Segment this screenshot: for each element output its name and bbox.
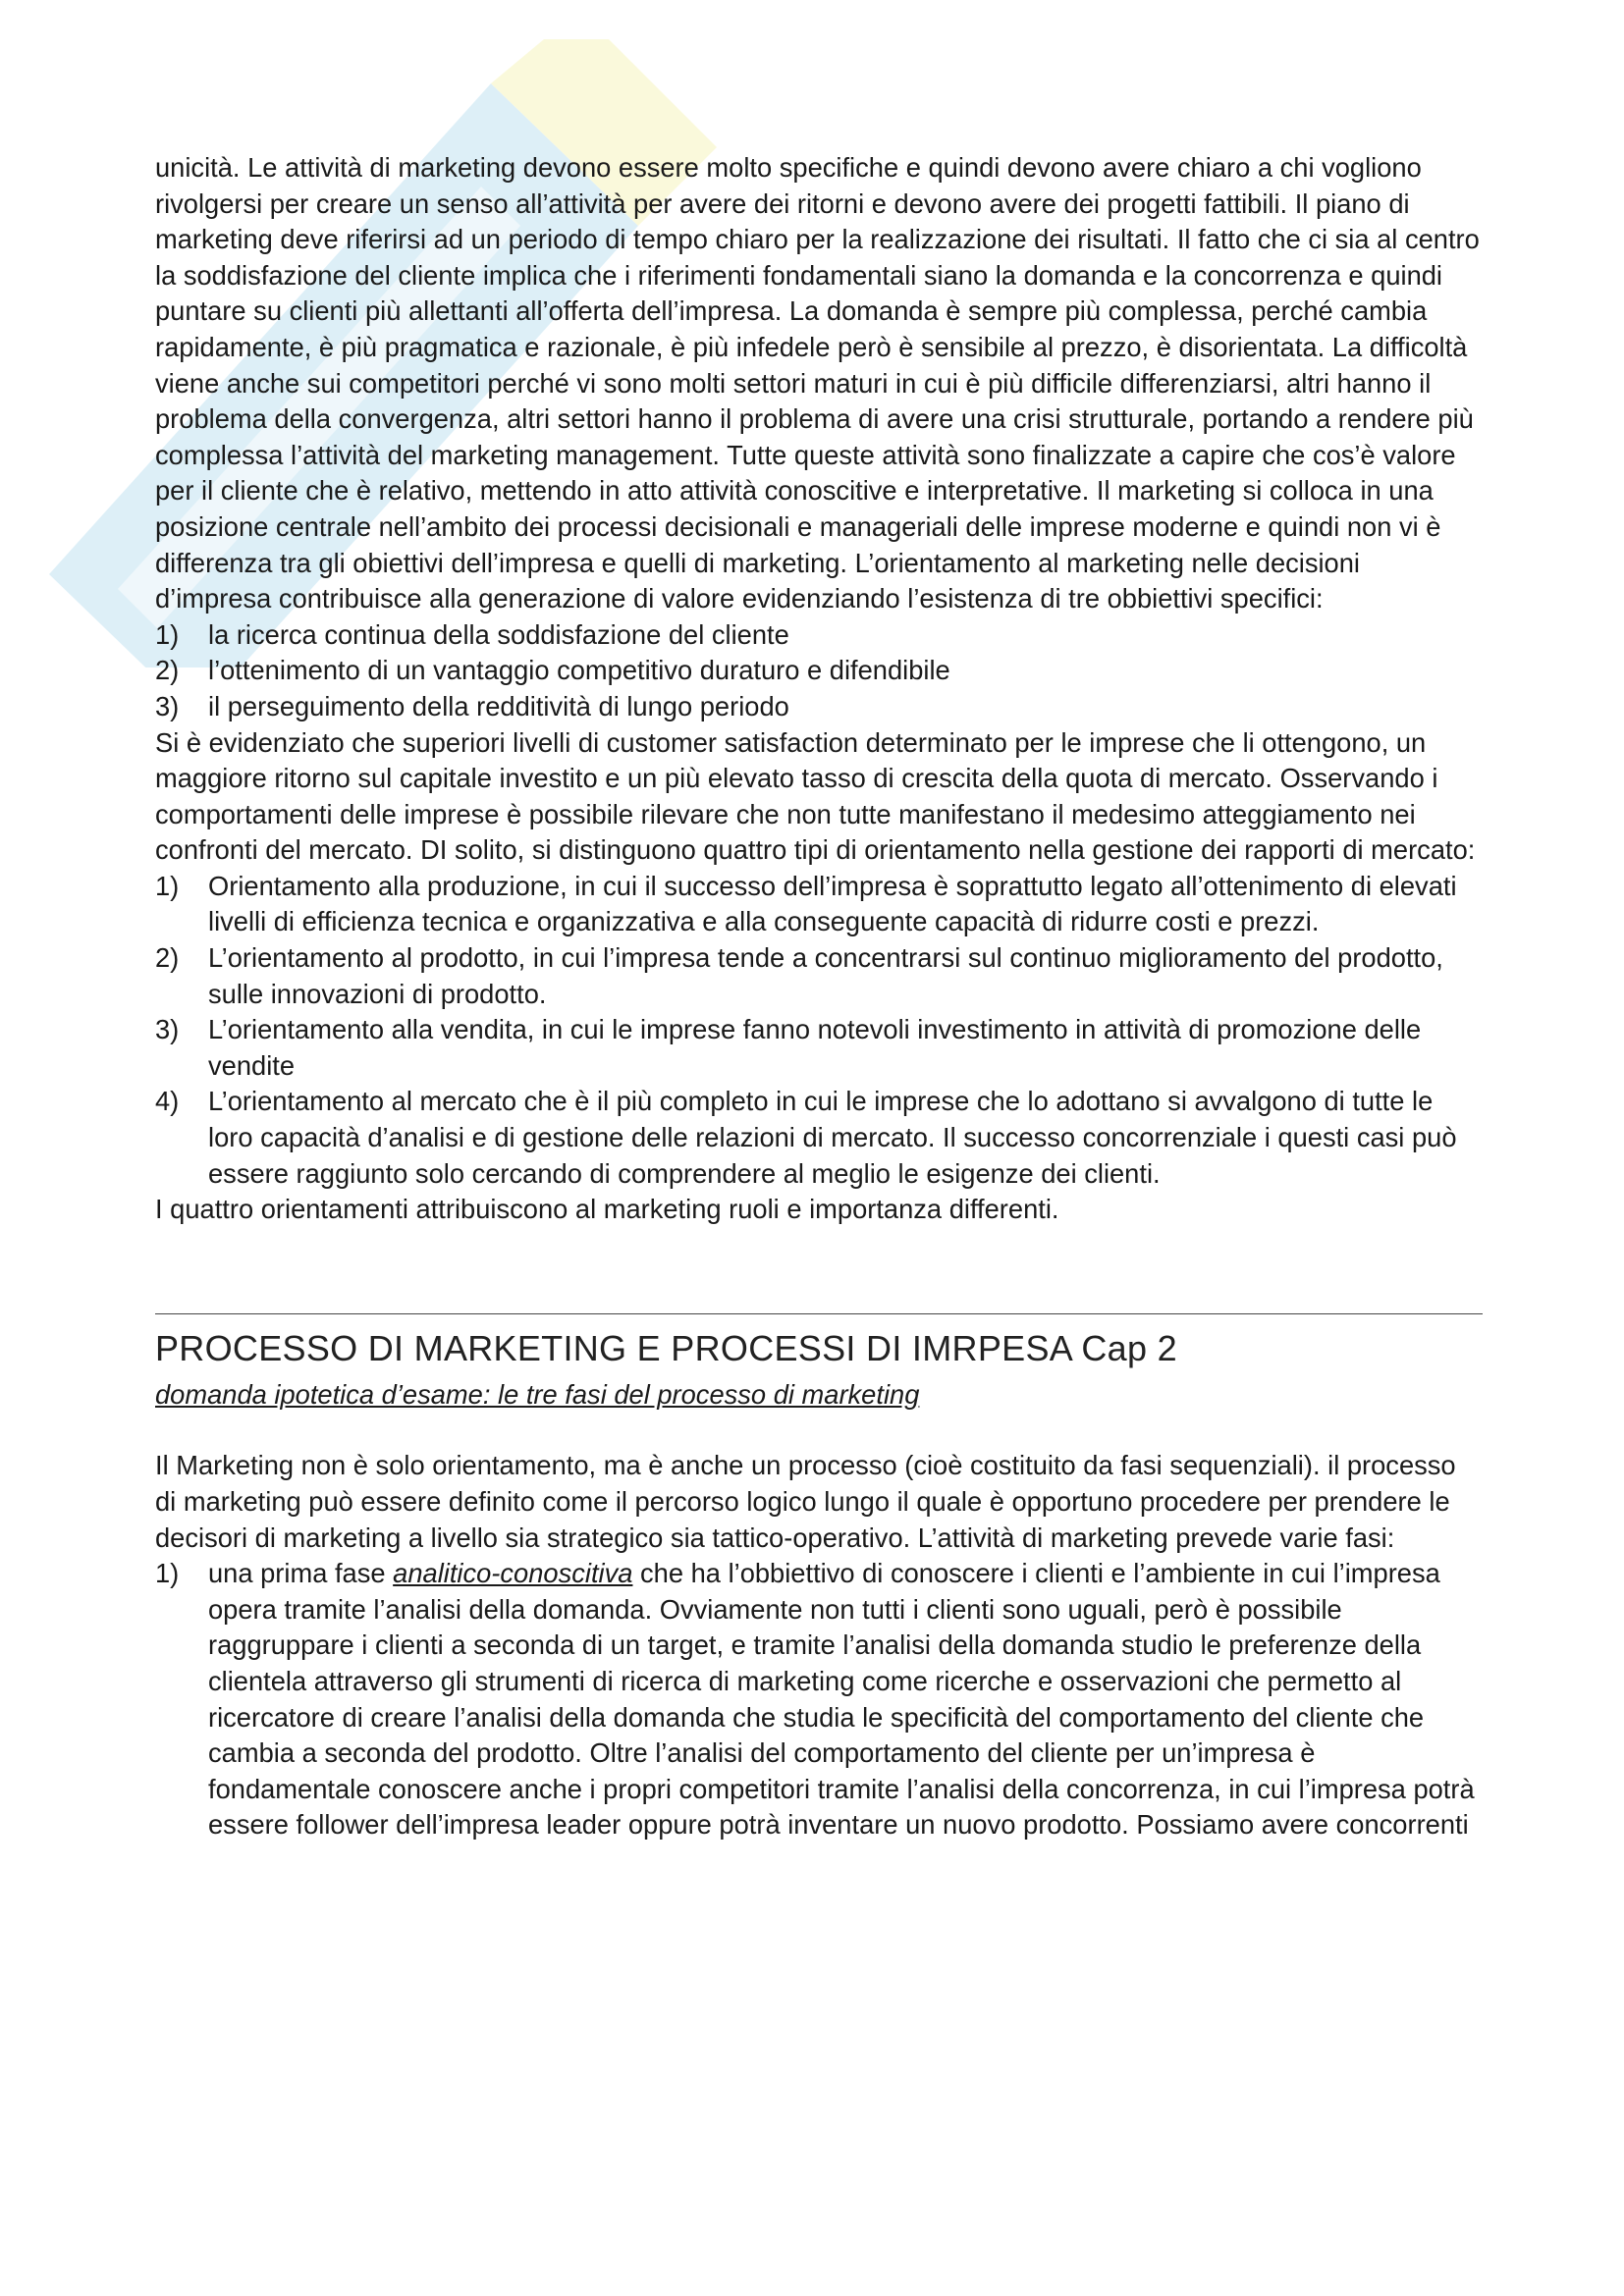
- list-number: 2): [155, 942, 180, 974]
- objectives-list: [155, 617, 1483, 725]
- list-item: [155, 653, 1483, 689]
- list-number: 1): [155, 870, 180, 901]
- phase-emphasis: analitico-conoscitiva: [393, 1558, 633, 1589]
- list-item: [155, 1556, 1483, 1843]
- section-subtitle: domanda ipotetica d’esame: le tre fasi del processo di marketing: [155, 1378, 920, 1410]
- list-number: 2): [155, 655, 180, 686]
- section-divider: [155, 1313, 1483, 1314]
- section-title: PROCESSO DI MARKETING E PROCESSI DI IMRPESA Cap 2: [155, 1327, 1177, 1368]
- list-item-text: L’orientamento al prodotto, in cui l’impresa tende a concentrarsi sul continuo miglioramento del prodotto, sulle innovazioni di prodotto.: [208, 942, 1443, 1009]
- list-item-text: L’orientamento alla vendita, in cui le imprese fanno notevoli investimento in attività di promozione delle vendite: [208, 1014, 1422, 1081]
- list-item: [155, 869, 1483, 940]
- list-item-text: la ricerca continua della soddisfazione del cliente: [208, 618, 789, 650]
- list-item-text: il perseguimento della redditività di lungo periodo: [208, 690, 789, 721]
- list-item: [155, 940, 1483, 1012]
- list-item-text: Orientamento alla produzione, in cui il successo dell’impresa è soprattutto legato all’ottenimento di elevati livelli di efficienza tecnica e organizzativa e alla conseguente capacità di ridurre costi e prezzi.: [208, 870, 1457, 937]
- list-item: [155, 689, 1483, 725]
- section-intro: Il Marketing non è solo orientamento, ma è anche un processo (cioè costituito da fasi sequenziali). il processo di marketing può essere definito come il percorso logico lungo il quale è opportuno procedere per prendere le decisori di marketing a livello sia strategico sia tattico-operativo. L’attività di marketing prevede varie fasi:: [155, 1450, 1456, 1553]
- list-item-text: l’ottenimento di un vantaggio competitivo duraturo e difendibile: [208, 655, 950, 686]
- list-item: [155, 617, 1483, 654]
- list-number: 1): [155, 1558, 180, 1589]
- phase-text-before: una prima fase: [208, 1558, 394, 1589]
- phases-list: [155, 1556, 1483, 1843]
- list-item: [155, 1012, 1483, 1084]
- spacer: [155, 1413, 1483, 1448]
- orientations-closing: I quattro orientamenti attribuiscono al marketing ruoli e importanza differenti.: [155, 1194, 1059, 1225]
- document-page: [155, 150, 1483, 1843]
- intro-paragraph: unicità. Le attività di marketing devono essere molto specifiche e quindi devono avere chiaro a chi vogliono rivolgersi per creare un senso all’attività per avere dei ritorni e devono avere dei progetti fattibili. Il piano di marketing deve riferirsi ad un periodo di tempo chiaro per la realizzazione dei risultati. Il fatto che ci sia al centro la soddisfazione del cliente implica che i riferimenti fondamentali siano la domanda e la concorrenza e quindi puntare su clienti più allettanti all’offerta dell’impresa. La domanda è sempre più complessa, perché cambia rapidamente, è più pragmatica e razionale, è più infedele però è sensibile al prezzo, è disorientata. La difficoltà viene anche sui competitori perché vi sono molti settori maturi in cui è più difficile differenziarsi, altri hanno il problema della convergenza, altri settori hanno il problema di avere una crisi strutturale, portando a rendere più complessa l’attività del marketing management. Tutte queste attività sono finalizzate a capire che cos’è valore per il cliente che è relativo, mettendo in atto attività conoscitive e interpretative. Il marketing si colloca in una posizione centrale nell’ambito dei processi decisionali e manageriali delle imprese moderne e quindi non vi è differenza tra gli obiettivi dell’impresa e quelli di marketing. L’orientamento al marketing nelle decisioni d’impresa contribuisce alla generazione di valore evidenziando l’esistenza di tre obbiettivi specifici:: [155, 152, 1480, 614]
- list-number: 1): [155, 618, 180, 650]
- list-number: 3): [155, 690, 180, 721]
- list-number: 4): [155, 1086, 180, 1117]
- list-number: 3): [155, 1014, 180, 1045]
- satisfaction-paragraph: Si è evidenziato che superiori livelli di customer satisfaction determinato per le imprese che li ottengono, un maggiore ritorno sul capitale investito e un più elevato tasso di crescita della quota di mercato. Osservando i comportamenti delle imprese è possibile rilevare che non tutte manifestano il medesimo atteggiamento nei confronti del mercato. DI solito, si distinguono quattro tipi di orientamento nella gestione dei rapporti di mercato:: [155, 726, 1476, 866]
- phase-text-after: che ha l’obbiettivo di conoscere i clienti e l’ambiente in cui l’impresa opera tramite l’analisi della domanda. Ovviamente non tutti i clienti sono uguali, però è possibile raggruppare i clienti a seconda di un target, e tramite l’analisi della domanda studio le preferenze della clientela attraverso gli strumenti di ricerca di marketing come ricerche e osservazioni che permetto al ricercatore di creare l’analisi della domanda che studia le specificità del comportamento del cliente che cambia a seconda del prodotto. Oltre l’analisi del comportamento del cliente per un’impresa è fondamentale conoscere anche i propri competitori tramite l’analisi della concorrenza, in cui l’impresa potrà essere follower dell’impresa leader oppure potrà inventare un nuovo prodotto. Possiamo avere concorrenti: [208, 1558, 1475, 1841]
- list-item-text: L’orientamento al mercato che è il più completo in cui le imprese che lo adottano si avvalgono di tutte le loro capacità d’analisi e di gestione delle relazioni di mercato. Il successo concorrenziale i questi casi può essere raggiunto solo cercando di comprendere al meglio le esigenze dei clienti.: [208, 1086, 1457, 1189]
- orientations-list: [155, 869, 1483, 1192]
- list-item: [155, 1084, 1483, 1192]
